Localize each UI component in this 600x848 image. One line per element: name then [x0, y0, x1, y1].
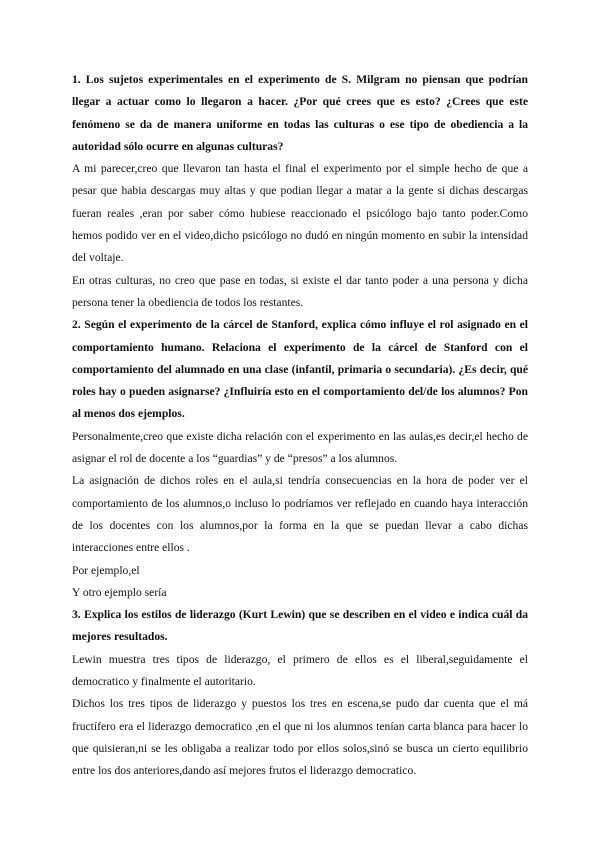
- answer-2-example-2: Y otro ejemplo sería: [72, 585, 167, 599]
- question-2: 2. Según el experimento de la cárcel de Stanford, explica cómo influye el rol asignado en el comportamiento humano. Relaciona el experimento de la cárcel de Stanford con el comportamiento del alumnado en una clase (infantil, primaria o secundaria). ¿Es decir, qué roles hay o pueden asignarse? ¿Influiría esto en el comportamiento del/de los alumnos? Pon al menos dos ejemplos.: [72, 318, 528, 421]
- answer-1-paragraph-1: A mi parecer,creo que llevaron tan hasta el final el experimento por el simple hecho de que a pesar que habia descargas muy altas y que podian llegar a matar a la gente si dichas descargas fueran reales ,eran por saber cómo hubiese reaccionado el psicólogo bajo tanto poder.Como hemos podido ver en el video,dicho psicólogo no dudó en ningún momento en subir la intensidad del voltaje.: [72, 162, 528, 265]
- answer-2-example-1: Por ejemplo,el: [72, 563, 140, 577]
- answer-1-paragraph-2: En otras culturas, no creo que pase en todas, si existe el dar tanto poder a una persona y dicha persona tener la obediencia de todos los restantes.: [72, 273, 528, 309]
- answer-3-paragraph-2: Dichos los tres tipos de liderazgo y puestos los tres en escena,se pudo dar cuenta que el má fructífero era el liderazgo democratico ,en el que ni los alumnos tenían carta blanca para hacer lo que quisieran,ni se les obligaba a realizar todo por ellos solos,sinó se busca un cierto equilibrio entre los dos anteriores,dando así mejores frutos el liderazgo democratico.: [72, 697, 528, 778]
- answer-2-paragraph-1: Personalmente,creo que existe dicha relación con el experimento en las aulas,es decir,el hecho de asignar el rol de docente a los “guardias” y de “presos” a los alumnos.: [72, 429, 528, 466]
- answer-2-paragraph-2: La asignación de dichos roles en el aula,si tendría consecuencias en la hora de poder ver el comportamiento de los alumnos,o incluso lo podríamos ver reflejado en cuando haya interacción de los docentes con los alumnos,por la forma en la que se puedan llevar a cabo dichas interacciones entre ellos .: [72, 474, 528, 555]
- question-3: 3. Explica los estilos de liderazgo (Kurt Lewin) que se describen en el video e indica cuál da mejores resultados.: [72, 608, 528, 644]
- question-1: 1. Los sujetos experimentales en el experimento de S. Milgram no piensan que podrían llegar a actuar como lo llegaron a hacer. ¿Por qué crees que es esto? ¿Crees que este fenómeno se da de manera uniforme en todas las culturas o ese tipo de obediencia a la autoridad sólo ocurre en algunas culturas?: [72, 73, 528, 153]
- answer-3-paragraph-1: Lewin muestra tres tipos de liderazgo, el primero de ellos es el liberal,seguidamente el democratico y finalmente el autoritario.: [72, 652, 528, 689]
- document-body: [72, 69, 528, 783]
